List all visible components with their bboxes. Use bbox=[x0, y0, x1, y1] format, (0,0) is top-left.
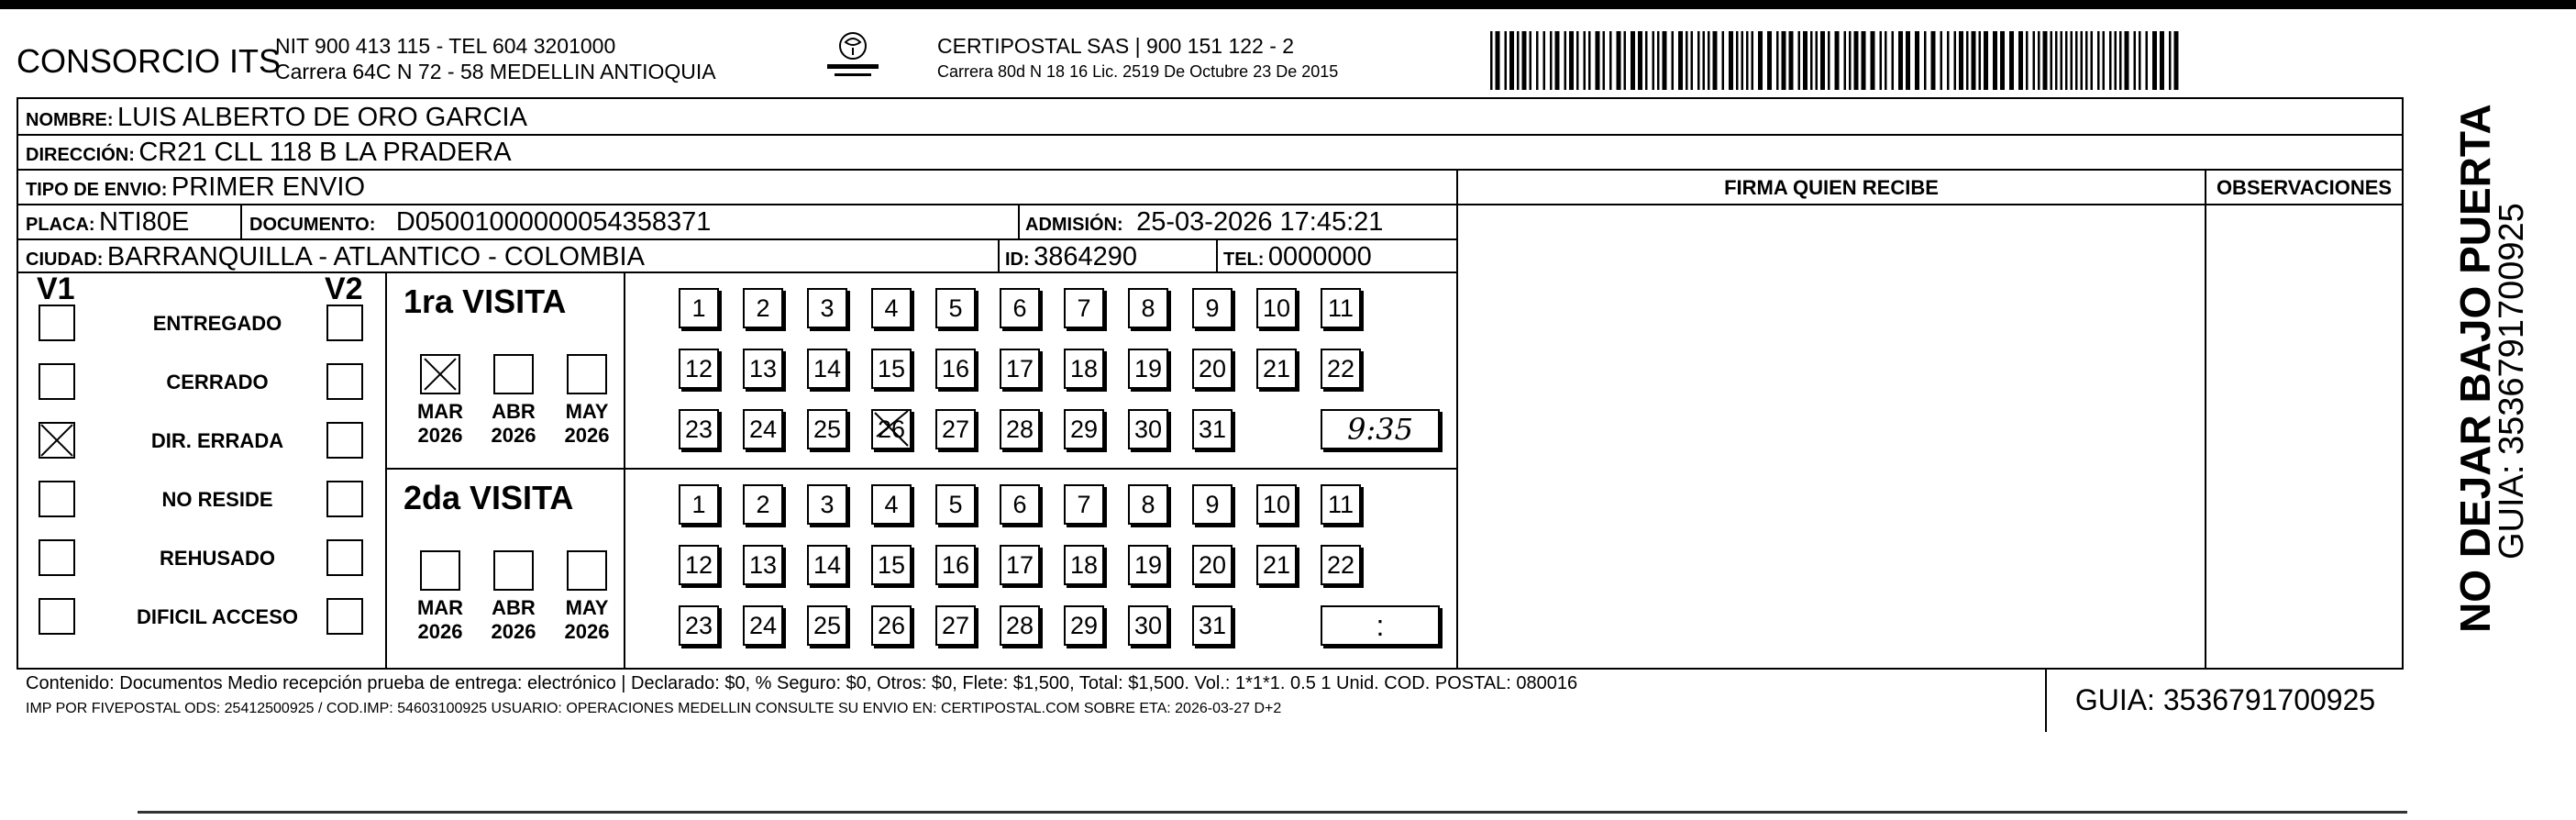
month-checkbox[interactable] bbox=[493, 354, 534, 394]
brand-name: CONSORCIO ITS bbox=[17, 42, 282, 80]
month-label bbox=[550, 596, 624, 644]
company-info bbox=[275, 33, 716, 84]
nombre-label: NOMBRE: bbox=[26, 110, 114, 130]
status-v1-checkbox[interactable] bbox=[39, 363, 75, 400]
month-year: 2026 bbox=[564, 620, 610, 643]
status-label: NO RESIDE bbox=[161, 488, 273, 511]
day-box[interactable]: 20 bbox=[1192, 349, 1233, 389]
tel-value: 0000000 bbox=[1267, 242, 1372, 271]
day-box[interactable]: 8 bbox=[1128, 484, 1168, 525]
admision-label: ADMISIÓN: bbox=[1025, 215, 1123, 235]
side-guia: GUIA: 3536791700925 bbox=[2493, 203, 2531, 560]
address-line: Carrera 64C N 72 - 58 MEDELLIN ANTIOQUIA bbox=[275, 60, 716, 83]
day-box[interactable]: 26 bbox=[871, 605, 912, 646]
day-box[interactable]: 1 bbox=[679, 288, 719, 328]
day-box[interactable]: 12 bbox=[679, 349, 719, 389]
direccion-label: DIRECCIÓN: bbox=[26, 145, 135, 165]
month-name: MAY bbox=[565, 596, 609, 619]
certipostal-info bbox=[937, 33, 1338, 84]
status-v2-checkbox[interactable] bbox=[326, 422, 363, 459]
day-box[interactable]: 26 bbox=[871, 409, 912, 449]
certipostal-logo-icon bbox=[807, 28, 899, 83]
tipo-row bbox=[26, 172, 365, 203]
cert-line-1: CERTIPOSTAL SAS | 900 151 122 - 2 bbox=[937, 34, 1295, 58]
status-label: DIR. ERRADA bbox=[150, 429, 284, 452]
documento-value: D05001000000054358371 bbox=[395, 207, 712, 237]
status-v1-checkbox[interactable] bbox=[39, 598, 75, 635]
day-box[interactable]: 16 bbox=[935, 349, 976, 389]
day-box[interactable]: 11 bbox=[1321, 484, 1361, 525]
day-box[interactable]: 13 bbox=[743, 545, 783, 585]
side-warning: NO DEJAR BAJO PUERTA bbox=[2451, 104, 2499, 633]
day-box[interactable]: 25 bbox=[807, 605, 847, 646]
direccion-value: CR21 CLL 118 B LA PRADERA bbox=[138, 138, 512, 167]
footer-guia: GUIA: 3536791700925 bbox=[2045, 668, 2404, 732]
month-name: ABR bbox=[492, 596, 536, 619]
month-year: 2026 bbox=[564, 424, 610, 447]
month-name: MAY bbox=[565, 400, 609, 423]
month-checkbox[interactable] bbox=[567, 354, 607, 394]
month-checkbox[interactable] bbox=[420, 354, 460, 394]
status-v2-checkbox[interactable] bbox=[326, 363, 363, 400]
day-box[interactable]: 5 bbox=[935, 288, 976, 328]
day-box[interactable]: 30 bbox=[1128, 409, 1168, 449]
day-box[interactable]: 29 bbox=[1064, 409, 1104, 449]
day-box[interactable]: 19 bbox=[1128, 349, 1168, 389]
day-box[interactable]: 7 bbox=[1064, 484, 1104, 525]
day-box[interactable]: 18 bbox=[1064, 349, 1104, 389]
admision-value: 25-03-2026 17:45:21 bbox=[1136, 207, 1384, 237]
nombre-row bbox=[26, 103, 527, 133]
day-box[interactable]: 30 bbox=[1128, 605, 1168, 646]
day-box[interactable]: 21 bbox=[1256, 545, 1297, 585]
month-label bbox=[477, 400, 550, 448]
tel-label: TEL: bbox=[1223, 249, 1265, 270]
id-label: ID: bbox=[1005, 249, 1030, 270]
day-box[interactable]: 4 bbox=[871, 484, 912, 525]
firma-header: FIRMA QUIEN RECIBE bbox=[1724, 176, 1939, 199]
barcode bbox=[1490, 31, 2187, 90]
day-box[interactable]: 29 bbox=[1064, 605, 1104, 646]
documento-cell bbox=[249, 207, 711, 238]
month-year: 2026 bbox=[491, 424, 536, 447]
month-name: ABR bbox=[492, 400, 536, 423]
day-box[interactable]: 2 bbox=[743, 288, 783, 328]
documento-label: DOCUMENTO: bbox=[249, 215, 376, 235]
day-box[interactable]: 3 bbox=[807, 288, 847, 328]
observaciones-header: OBSERVACIONES bbox=[2216, 176, 2393, 199]
day-box[interactable]: 2 bbox=[743, 484, 783, 525]
direccion-row bbox=[26, 138, 512, 168]
id-value: 3864290 bbox=[1034, 242, 1138, 271]
day-box[interactable]: 10 bbox=[1256, 484, 1297, 525]
day-box[interactable]: 19 bbox=[1128, 545, 1168, 585]
status-v1-checkbox[interactable] bbox=[39, 539, 75, 576]
status-label: REHUSADO bbox=[160, 547, 275, 570]
month-checkbox[interactable] bbox=[420, 550, 460, 591]
month-name: MAR bbox=[416, 596, 464, 619]
v2-label: V2 bbox=[325, 271, 363, 306]
month-label bbox=[404, 400, 477, 448]
month-year: 2026 bbox=[491, 620, 536, 643]
top-border bbox=[0, 0, 2576, 9]
footer-imp-line: IMP POR FIVEPOSTAL ODS: 25412500925 / COD.IMP: 54603100925 USUARIO: OPERACIONES MEDELLIN CONSULTE SU ENVIO EN: CERTIPOSTAL.COM SOBRE ETA: 2026-03-27 D+2 bbox=[26, 701, 1282, 716]
status-label: CERRADO bbox=[166, 371, 269, 393]
day-box[interactable]: 18 bbox=[1064, 545, 1104, 585]
month-label bbox=[404, 596, 477, 644]
placa-cell bbox=[26, 207, 189, 238]
status-v2-checkbox[interactable] bbox=[326, 598, 363, 635]
day-box[interactable]: 9 bbox=[1192, 484, 1233, 525]
status-label: ENTREGADO bbox=[152, 312, 282, 335]
footer-content-line: Contenido: Documentos Medio recepción prueba de entrega: electrónico | Declarado: $0, % Seguro: $0, Otros: $0, Flete: $1,500, Total: $1,500. Vol.: 1*1*1. 0.5 1 Unid. COD. POSTAL: 080016 bbox=[26, 673, 1578, 693]
time-box[interactable]: 9:35 bbox=[1321, 409, 1440, 449]
day-box[interactable]: 4 bbox=[871, 288, 912, 328]
status-v1-checkbox[interactable] bbox=[39, 481, 75, 517]
day-box[interactable]: 17 bbox=[1000, 349, 1040, 389]
day-box[interactable]: 1 bbox=[679, 484, 719, 525]
month-name: MAR bbox=[416, 400, 464, 423]
cert-line-2: Carrera 80d N 18 16 Lic. 2519 De Octubre 23 De 2015 bbox=[937, 62, 1339, 81]
day-check-mark-icon bbox=[871, 409, 912, 449]
nit-line: NIT 900 413 115 - TEL 604 3201000 bbox=[275, 34, 616, 58]
day-box[interactable]: 9 bbox=[1192, 288, 1233, 328]
day-box[interactable]: 22 bbox=[1321, 545, 1361, 585]
day-box[interactable]: 21 bbox=[1256, 349, 1297, 389]
month-label bbox=[477, 596, 550, 644]
status-v2-checkbox[interactable] bbox=[326, 305, 363, 341]
day-box[interactable]: 10 bbox=[1256, 288, 1297, 328]
status-v2-checkbox[interactable] bbox=[326, 539, 363, 576]
day-box[interactable]: 15 bbox=[871, 545, 912, 585]
day-box[interactable]: 24 bbox=[743, 605, 783, 646]
status-v2-checkbox[interactable] bbox=[326, 481, 363, 517]
month-checkbox[interactable] bbox=[567, 550, 607, 591]
ciudad-label: CIUDAD: bbox=[26, 249, 104, 270]
day-box[interactable]: 31 bbox=[1192, 409, 1233, 449]
ciudad-value: BARRANQUILLA - ATLANTICO - COLOMBIA bbox=[106, 242, 645, 271]
month-checkbox[interactable] bbox=[493, 550, 534, 591]
tipo-value: PRIMER ENVIO bbox=[171, 172, 366, 202]
nombre-value: LUIS ALBERTO DE ORO GARCIA bbox=[117, 103, 527, 132]
delivery-form bbox=[17, 97, 2404, 716]
day-box[interactable]: 23 bbox=[679, 409, 719, 449]
admision-cell bbox=[1025, 207, 1383, 238]
tipo-label: TIPO DE ENVIO: bbox=[26, 180, 168, 200]
status-label: DIFICIL ACCESO bbox=[136, 605, 298, 628]
day-box[interactable]: 28 bbox=[1000, 605, 1040, 646]
day-box[interactable]: 17 bbox=[1000, 545, 1040, 585]
day-box[interactable]: 20 bbox=[1192, 545, 1233, 585]
day-box[interactable]: 6 bbox=[1000, 288, 1040, 328]
status-v1-checkbox[interactable] bbox=[39, 305, 75, 341]
day-box[interactable]: 22 bbox=[1321, 349, 1361, 389]
placa-value: NTI80E bbox=[99, 207, 190, 237]
month-label bbox=[550, 400, 624, 448]
day-box[interactable]: 3 bbox=[807, 484, 847, 525]
month-year: 2026 bbox=[417, 620, 463, 643]
day-box[interactable]: 6 bbox=[1000, 484, 1040, 525]
day-box[interactable]: 31 bbox=[1192, 605, 1233, 646]
day-box[interactable]: 16 bbox=[935, 545, 976, 585]
day-box[interactable]: 11 bbox=[1321, 288, 1361, 328]
day-box[interactable]: 12 bbox=[679, 545, 719, 585]
visit2-title: 2da VISITA bbox=[404, 479, 574, 516]
day-box[interactable]: 13 bbox=[743, 349, 783, 389]
time-box[interactable]: : bbox=[1321, 605, 1440, 646]
day-box[interactable]: 27 bbox=[935, 605, 976, 646]
day-box[interactable]: 27 bbox=[935, 409, 976, 449]
day-box[interactable]: 23 bbox=[679, 605, 719, 646]
v1-label: V1 bbox=[37, 271, 75, 306]
tel-cell bbox=[1223, 242, 1372, 272]
day-box[interactable]: 8 bbox=[1128, 288, 1168, 328]
day-box[interactable]: 14 bbox=[807, 349, 847, 389]
visit1-title: 1ra VISITA bbox=[404, 283, 567, 320]
day-box[interactable]: 14 bbox=[807, 545, 847, 585]
day-box[interactable]: 15 bbox=[871, 349, 912, 389]
day-box[interactable]: 28 bbox=[1000, 409, 1040, 449]
ciudad-cell bbox=[26, 242, 645, 272]
status-v1-checkbox[interactable] bbox=[39, 422, 75, 459]
day-box[interactable]: 25 bbox=[807, 409, 847, 449]
month-year: 2026 bbox=[417, 424, 463, 447]
day-box[interactable]: 7 bbox=[1064, 288, 1104, 328]
id-cell bbox=[1005, 242, 1137, 272]
placa-label: PLACA: bbox=[26, 215, 95, 235]
cut-line bbox=[138, 811, 2407, 814]
day-box[interactable]: 5 bbox=[935, 484, 976, 525]
day-box[interactable]: 24 bbox=[743, 409, 783, 449]
